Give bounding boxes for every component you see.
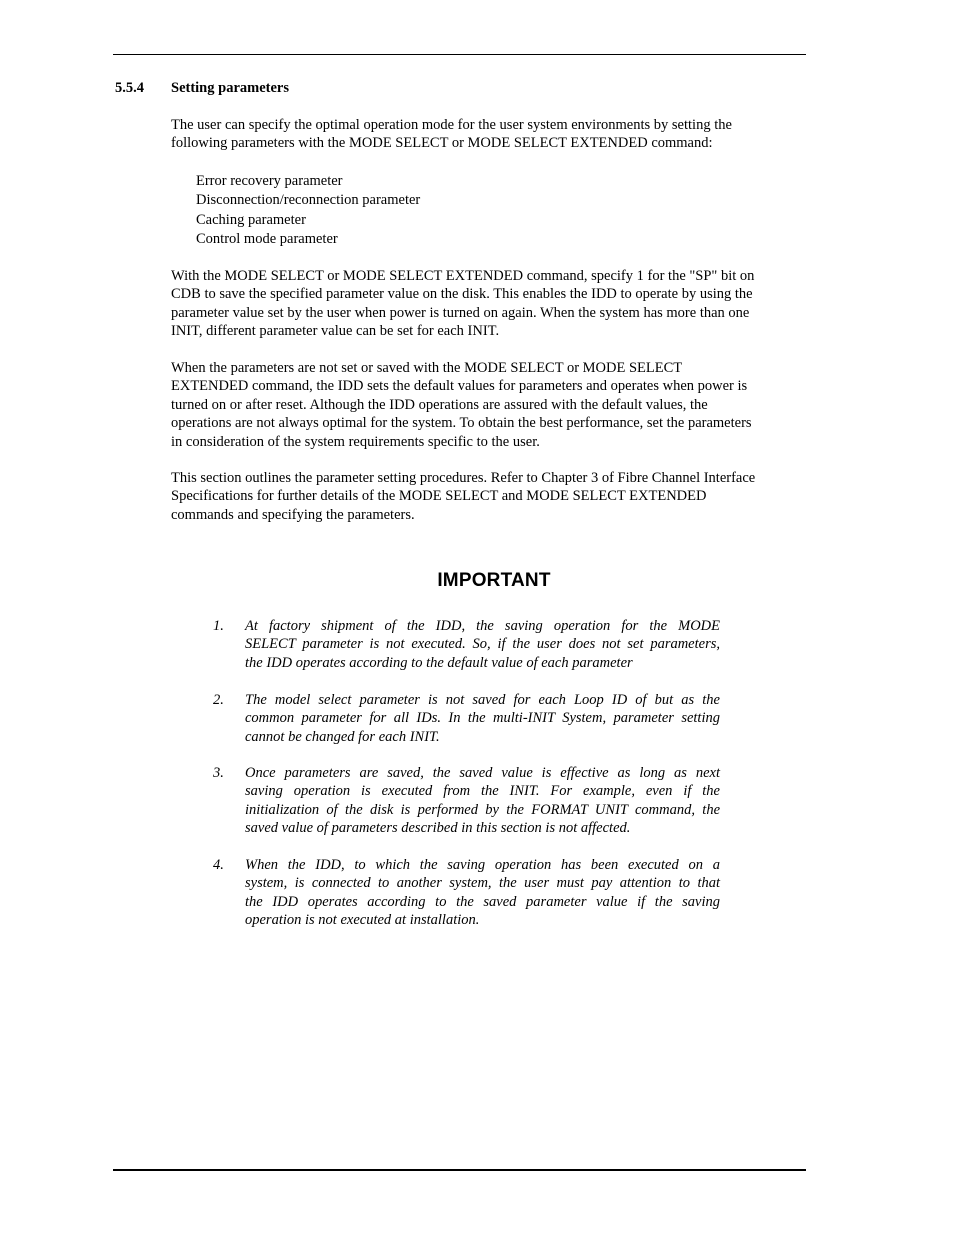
paragraph-line: This section outlines the parameter setting procedures. Refer to Chapter 3 of Fibre Channel Interface <box>171 470 756 486</box>
note-line: saving operation is executed from the INIT. For example, even if the <box>245 783 720 800</box>
paragraph-line: The user can specify the optimal operation mode for the user system environments by setting the <box>171 117 732 133</box>
note-line: the IDD operates according to the saved parameter value if the saving <box>245 893 720 910</box>
note-number: 3. <box>213 765 224 781</box>
list-item: Caching parameter <box>196 211 306 228</box>
intro-paragraph <box>171 116 811 153</box>
paragraph-line: operations are not always optimal for the system. To obtain the best performance, set the parameters <box>171 415 752 432</box>
note-number: 1. <box>213 618 224 634</box>
paragraph-line: CDB to save the specified parameter value on the disk. This enables the IDD to operate by using the <box>171 286 753 303</box>
note-line: At factory shipment of the IDD, the saving operation for the MODE <box>245 618 720 634</box>
list-item: Error recovery parameter <box>196 173 343 189</box>
important-note <box>213 856 720 930</box>
paragraph-line: in consideration of the system requirements specific to the user. <box>171 433 540 450</box>
note-line: the IDD operates according to the default value of each parameter <box>245 654 633 671</box>
important-note <box>213 691 720 746</box>
note-line: The model select parameter is not saved for each Loop ID of but as the <box>245 692 720 708</box>
footer-rule <box>113 1169 806 1171</box>
paragraph-line: Specifications for further details of the MODE SELECT and MODE SELECT EXTENDED <box>171 488 707 505</box>
outline-paragraph <box>171 469 811 524</box>
paragraph-line: When the parameters are not set or saved with the MODE SELECT or MODE SELECT <box>171 360 683 376</box>
paragraph-line: INIT, different parameter value can be set for each INIT. <box>171 323 500 340</box>
important-note <box>213 764 720 838</box>
paragraph-line: following parameters with the MODE SELECT or MODE SELECT EXTENDED command: <box>171 135 713 152</box>
note-line: saved value of parameters described in this section is not affected. <box>245 820 631 837</box>
note-line: operation is not executed at installation. <box>245 912 480 929</box>
important-heading: IMPORTANT <box>437 570 551 591</box>
note-line: system, is connected to another system, the user must pay attention to that <box>245 875 720 892</box>
note-line: SELECT parameter is not executed. So, if the user does not set parameters, <box>245 636 720 653</box>
section-title: Setting parameters <box>171 80 289 96</box>
note-number: 2. <box>213 692 224 708</box>
note-number: 4. <box>213 857 224 873</box>
note-line: Once parameters are saved, the saved value is effective as long as next <box>245 765 720 781</box>
paragraph-line: EXTENDED command, the IDD sets the default values for parameters and operates when power is <box>171 378 748 395</box>
list-item: Control mode parameter <box>196 230 338 247</box>
paragraph-line: commands and specifying the parameters. <box>171 506 415 523</box>
save-paragraph <box>171 267 811 341</box>
list-item: Disconnection/reconnection parameter <box>196 192 421 209</box>
section-number: 5.5.4 <box>115 80 144 96</box>
note-line: common parameter for all IDs. In the multi-INIT System, parameter setting <box>245 710 720 727</box>
paragraph-line: parameter value set by the user when power is turned on again. When the system has more than one <box>171 304 750 321</box>
paragraph-line: With the MODE SELECT or MODE SELECT EXTENDED command, specify 1 for the "SP" bit on <box>171 268 755 284</box>
note-line: cannot be changed for each INIT. <box>245 728 440 745</box>
parameter-list <box>196 172 420 249</box>
note-line: initialization of the disk is performed by the FORMAT UNIT command, the <box>245 801 720 818</box>
default-paragraph <box>171 359 811 451</box>
section-heading <box>115 79 289 97</box>
important-note <box>213 617 720 672</box>
header-rule <box>113 54 806 55</box>
paragraph-line: turned on or after reset. Although the IDD operations are assured with the default values, the <box>171 396 708 413</box>
note-line: When the IDD, to which the saving operation has been executed on a <box>245 857 720 873</box>
